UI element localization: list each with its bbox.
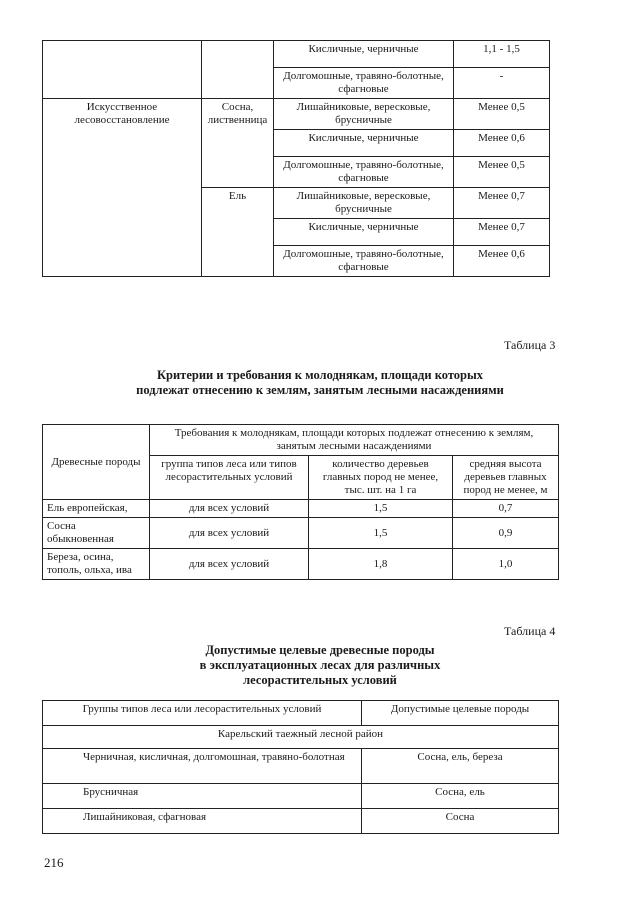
table-cell-group: Брусничная [43, 784, 362, 809]
table-title [0, 643, 640, 688]
table-cell-species [202, 41, 274, 99]
table-cell-species: Ель европейская, [43, 500, 150, 518]
table-cell-group: Лишайниковая, сфагновая [43, 809, 362, 834]
table-cell-count: 1,8 [309, 549, 453, 580]
table-cell-species: Сосна, ель [362, 784, 559, 809]
table-continuation [42, 40, 550, 277]
table-row [43, 549, 559, 580]
table-cell-group: Искусственное лесовосстановление [43, 99, 202, 277]
table-header-row [43, 701, 559, 726]
table-header-row [43, 425, 559, 456]
table-title [0, 368, 640, 398]
table-title-line: подлежат отнесению к землям, занятым лесными насаждениями [136, 383, 504, 397]
table-cell-species: Сосна [362, 809, 559, 834]
table-region: Карельский таежный лесной район [43, 726, 559, 749]
table-cell-height: 1,0 [453, 549, 559, 580]
table-label: Таблица 3 [504, 338, 556, 352]
table-cell-species: Сосна, лиственница [202, 99, 274, 188]
table-cell-condition: для всех условий [150, 518, 309, 549]
table-cell-group: Черничная, кисличная, долгомошная, травяно-болотная [43, 749, 362, 784]
table-cell-species: Сосна обыкновенная [43, 518, 150, 549]
table-cell-height: 0,7 [453, 500, 559, 518]
table-row [43, 500, 559, 518]
table-cell-value: Менее 0,7 [454, 188, 550, 219]
table-region-row [43, 726, 559, 749]
table-header-species: Допустимые целевые породы [362, 701, 559, 726]
table-cell-forest-type: Долгомошные, травяно-болотные, сфагновые [274, 246, 454, 277]
table-subheader-count: количество деревьев главных пород не менее, тыс. шт. на 1 га [309, 456, 453, 500]
table-cell-value: Менее 0,7 [454, 219, 550, 246]
page-number: 216 [44, 855, 64, 870]
table-cell-species: Береза, осина, тополь, ольха, ива [43, 549, 150, 580]
table-header-species: Древесные породы [43, 425, 150, 500]
table-cell-forest-type: Кисличные, черничные [274, 41, 454, 68]
table-target-species [42, 700, 559, 834]
table-cell-forest-type: Кисличные, черничные [274, 130, 454, 157]
table-title-line: Критерии и требования к молоднякам, площади которых [156, 368, 484, 382]
table-cell-value: - [454, 68, 550, 99]
table-cell-count: 1,5 [309, 518, 453, 549]
table-cell-forest-type: Долгомошные, травяно-болотные, сфагновые [274, 157, 454, 188]
table-criteria [42, 424, 559, 580]
table-title-line: лесорастительных условий [243, 673, 397, 687]
table-cell-group [43, 41, 202, 99]
table-cell-forest-type: Лишайниковые, вересковые, брусничные [274, 188, 454, 219]
table-row [43, 749, 559, 784]
table-cell-condition: для всех условий [150, 500, 309, 518]
table-cell-count: 1,5 [309, 500, 453, 518]
table-row [43, 99, 550, 130]
table-cell-species: Ель [202, 188, 274, 277]
table-cell-forest-type: Долгомошные, травяно-болотные, сфагновые [274, 68, 454, 99]
table-row [43, 41, 550, 68]
table-row [43, 518, 559, 549]
table-cell-value: Менее 0,6 [454, 246, 550, 277]
table-cell-value: 1,1 - 1,5 [454, 41, 550, 68]
table-title-line: в эксплуатационных лесах для различных [199, 658, 441, 672]
table-title-line: Допустимые целевые древесные породы [205, 643, 435, 657]
table-cell-species: Сосна, ель, береза [362, 749, 559, 784]
table-subheader-group: группа типов леса или типов лесорастительных условий [150, 456, 309, 500]
table-cell-forest-type: Кисличные, черничные [274, 219, 454, 246]
table-cell-forest-type: Лишайниковые, вересковые, брусничные [274, 99, 454, 130]
table-cell-value: Менее 0,5 [454, 157, 550, 188]
table-cell-value: Менее 0,5 [454, 99, 550, 130]
table-cell-height: 0,9 [453, 518, 559, 549]
table-header-requirements: Требования к молоднякам, площади которых подлежат отнесению к землям, занятым лесными насаждениями [150, 425, 559, 456]
table-cell-condition: для всех условий [150, 549, 309, 580]
table-row [43, 809, 559, 834]
table-header-groups: Группы типов леса или лесорастительных условий [43, 701, 362, 726]
table-label: Таблица 4 [504, 624, 556, 638]
table-row [43, 784, 559, 809]
table-cell-value: Менее 0,6 [454, 130, 550, 157]
table-subheader-height: средняя высота деревьев главных пород не менее, м [453, 456, 559, 500]
